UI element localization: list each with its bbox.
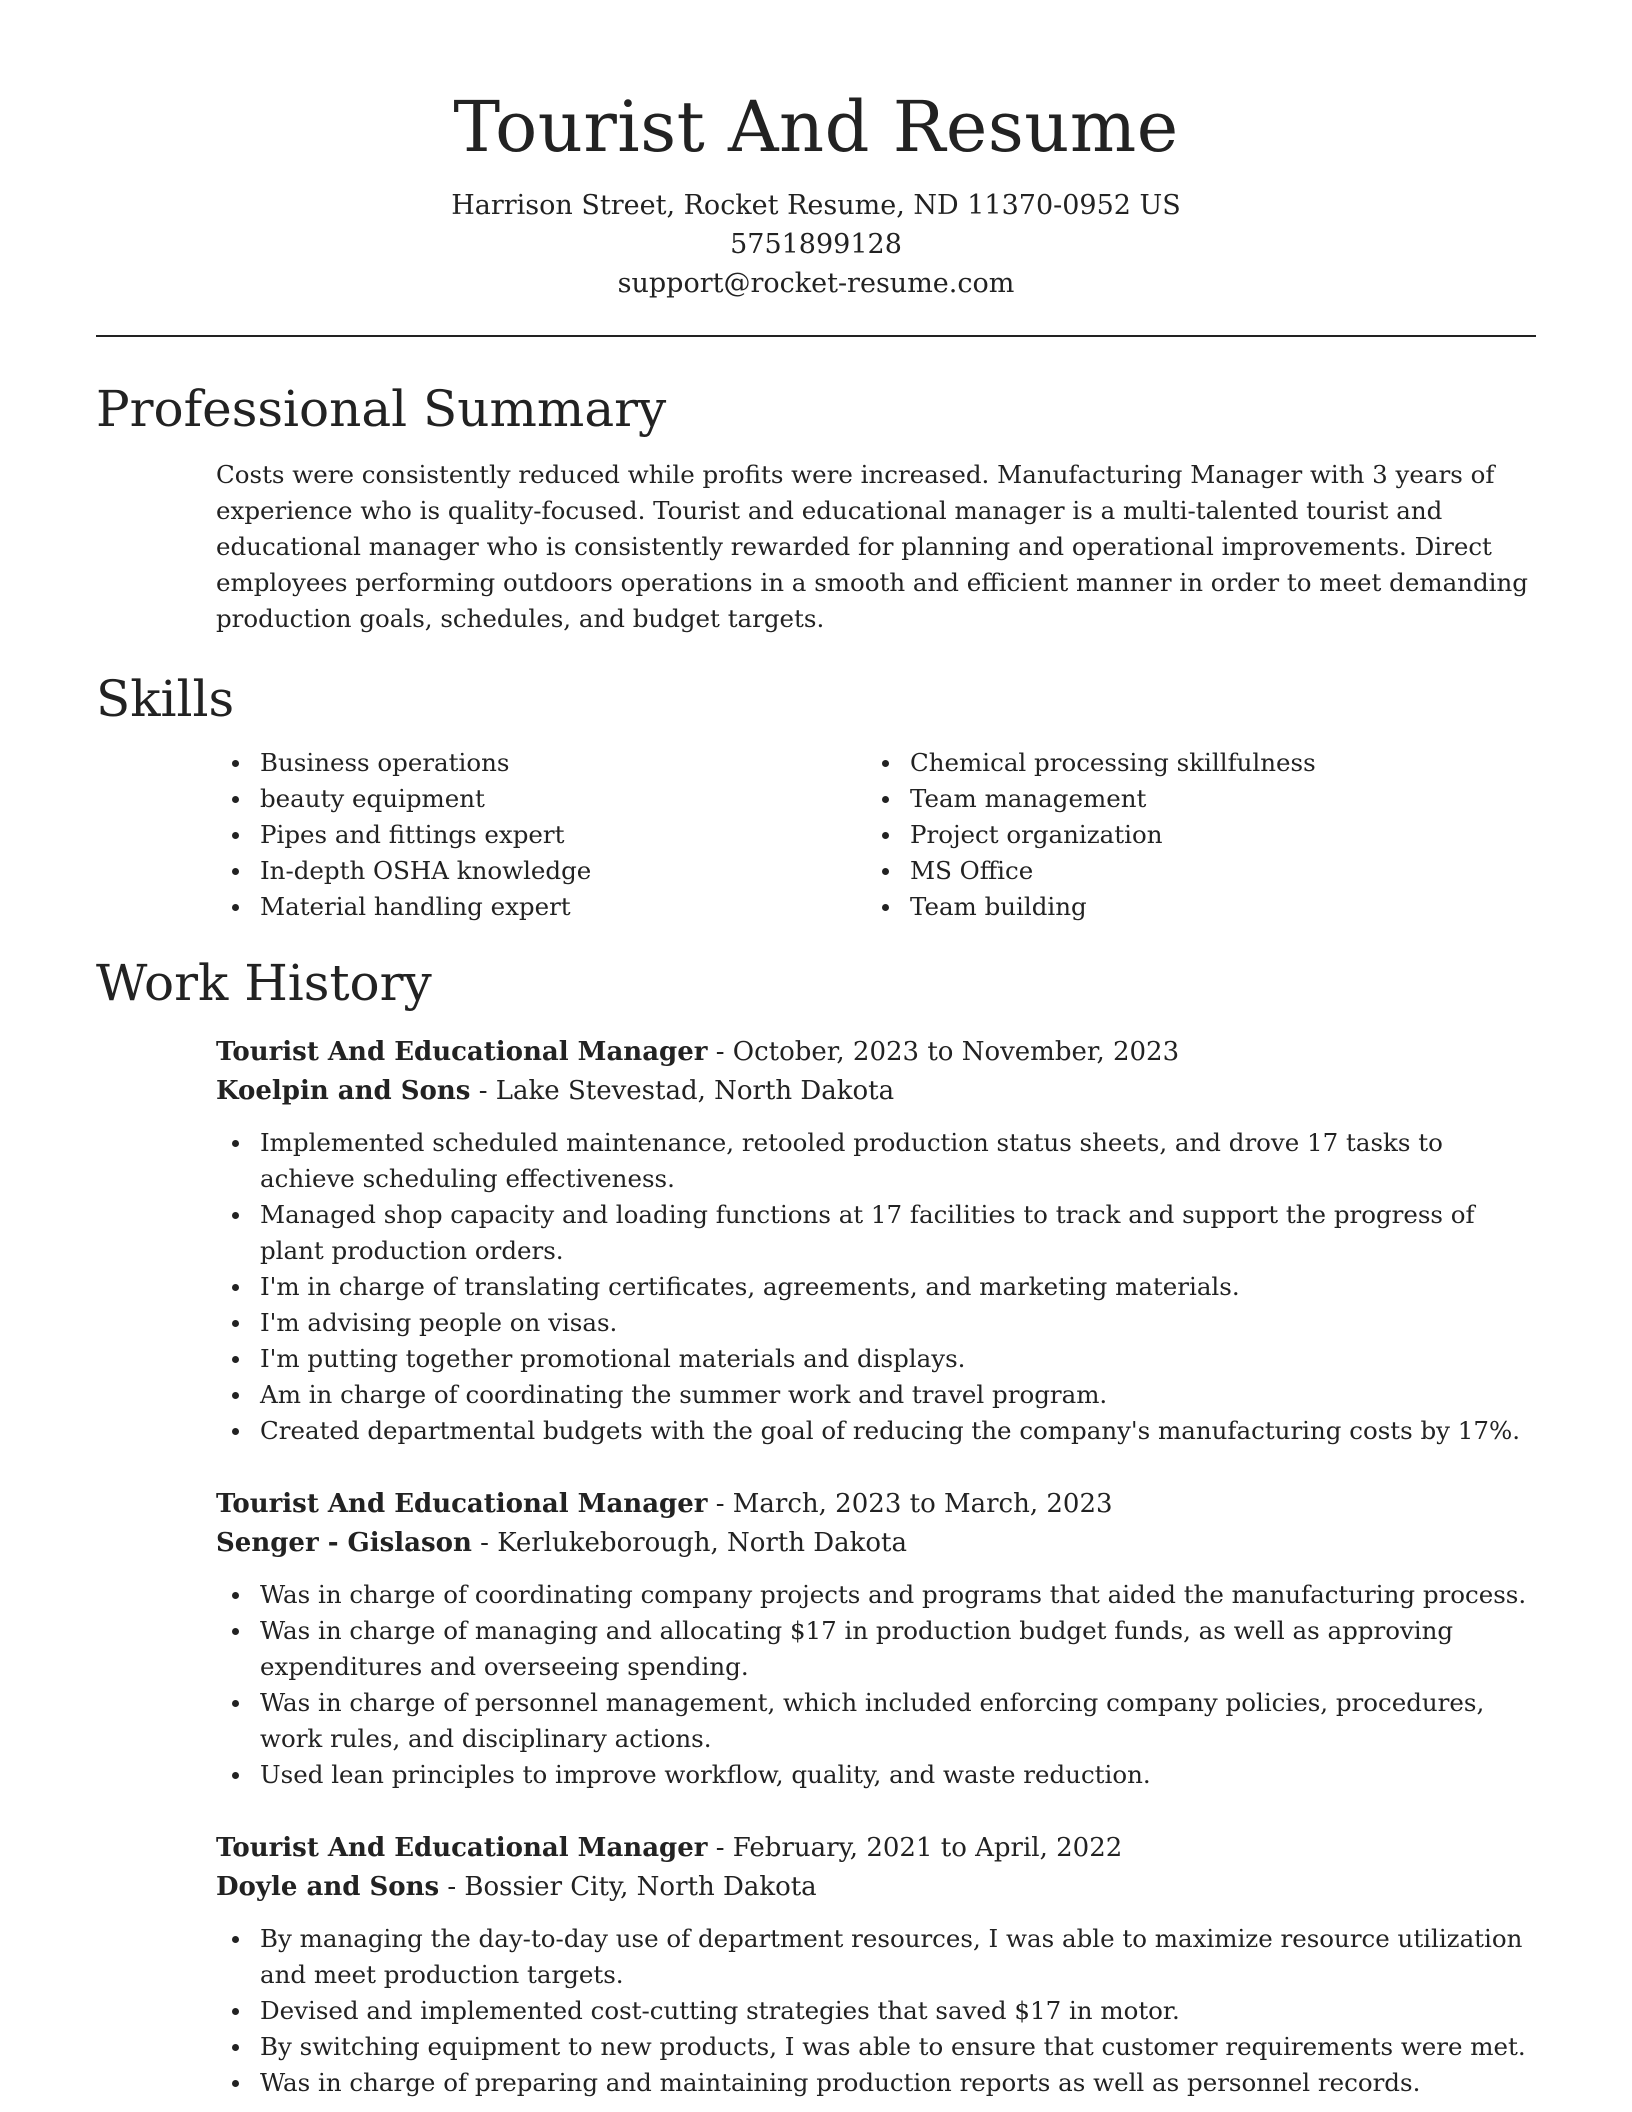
resume-header [96, 0, 1536, 303]
skills-heading: Skills [96, 670, 235, 728]
job-bullet: Managed shop capacity and loading functions at 17 facilities to track and support the progress of plant production orders. [216, 1197, 1536, 1269]
skill-item: Chemical processing skillfulness [866, 745, 1516, 781]
job-title: Tourist And Educational Manager [216, 1489, 708, 1519]
work-history-section [96, 951, 1536, 2101]
job-bullet: Implemented scheduled maintenance, retooled production status sheets, and drove 17 tasks to achieve scheduling effectiveness. [216, 1125, 1536, 1197]
summary-heading: Professional Summary [96, 380, 667, 438]
contact-phone: 5751899128 [730, 229, 902, 260]
header-divider [96, 335, 1536, 337]
skills-column-left [216, 745, 866, 925]
contact-address: Harrison Street, Rocket Resume, ND 11370-0952 US [451, 190, 1181, 221]
job-dates: - October, 2023 to November, 2023 [707, 1037, 1180, 1067]
skills-section [96, 667, 1536, 925]
candidate-name: Tourist And Resume [453, 86, 1179, 168]
job-company-line [216, 1868, 1536, 1907]
job-location: - Bossier City, North Dakota [439, 1872, 817, 1902]
job-bullet: Created departmental budgets with the goal of reducing the company's manufacturing costs by 17%. [216, 1413, 1536, 1449]
job-bullet: By switching equipment to new products, I was able to ensure that customer requirements were met. [216, 2029, 1536, 2065]
skill-item: Team management [866, 781, 1516, 817]
job-bullet: Was in charge of managing and allocating $17 in production budget funds, as well as approving expenditures and overseeing spending. [216, 1613, 1536, 1685]
job-bullet-list [216, 1577, 1536, 1793]
job-location: - Lake Stevestad, North Dakota [470, 1076, 895, 1106]
job-dates: - March, 2023 to March, 2023 [707, 1489, 1113, 1519]
job-entry [216, 1829, 1536, 2101]
skill-item: In-depth OSHA knowledge [216, 853, 866, 889]
job-bullet: I'm in charge of translating certificates, agreements, and marketing materials. [216, 1269, 1536, 1305]
skill-item: Team building [866, 889, 1516, 925]
job-bullet: Was in charge of preparing and maintaining production reports as well as personnel records. [216, 2065, 1536, 2101]
job-entry [216, 1033, 1536, 1449]
summary-section [96, 377, 1536, 637]
job-title: Tourist And Educational Manager [216, 1833, 708, 1863]
job-bullet: Am in charge of coordinating the summer work and travel program. [216, 1377, 1536, 1413]
contact-email: support@rocket-resume.com [617, 268, 1015, 299]
job-bullet: Devised and implemented cost-cutting strategies that saved $17 in motor. [216, 1993, 1536, 2029]
job-bullet: I'm putting together promotional materials and displays. [216, 1341, 1536, 1377]
skills-grid [216, 745, 1536, 925]
job-bullet: Was in charge of coordinating company projects and programs that aided the manufacturing process. [216, 1577, 1536, 1613]
skill-item: MS Office [866, 853, 1516, 889]
skill-item: Business operations [216, 745, 866, 781]
job-company: Doyle and Sons [216, 1872, 440, 1902]
job-company-line [216, 1524, 1536, 1563]
job-bullet: I'm advising people on visas. [216, 1305, 1536, 1341]
job-location: - Kerlukeborough, North Dakota [471, 1528, 907, 1558]
job-company-line [216, 1072, 1536, 1111]
skills-column-right [866, 745, 1516, 925]
work-history-heading: Work History [96, 954, 432, 1012]
summary-text: Costs were consistently reduced while profits were increased. Manufacturing Manager with 3 years of experience who is quality-focused. Tourist and educational manager is a multi-talented tourist and educational manager who is consistently rewarded for planning and operational improvements. Direct employees performing outdoors operations in a smooth and efficient manner in order to meet demanding production goals, schedules, and budget targets. [216, 460, 1528, 633]
skill-item: beauty equipment [216, 781, 866, 817]
job-company: Senger - Gislason [216, 1528, 472, 1558]
job-bullet-list [216, 1125, 1536, 1449]
skill-item: Project organization [866, 817, 1516, 853]
job-bullet: By managing the day-to-day use of department resources, I was able to maximize resource utilization and meet production targets. [216, 1921, 1536, 1993]
job-title-line [216, 1829, 1536, 1868]
job-company: Koelpin and Sons [216, 1076, 471, 1106]
job-title-line [216, 1485, 1536, 1524]
job-entry [216, 1485, 1536, 1793]
job-dates: - February, 2021 to April, 2022 [707, 1833, 1123, 1863]
job-bullet-list [216, 1921, 1536, 2101]
skill-item: Pipes and fittings expert [216, 817, 866, 853]
job-title-line [216, 1033, 1536, 1072]
job-bullet: Was in charge of personnel management, which included enforcing company policies, procedures, work rules, and disciplinary actions. [216, 1685, 1536, 1757]
skill-item: Material handling expert [216, 889, 866, 925]
contact-block [96, 186, 1536, 303]
job-title: Tourist And Educational Manager [216, 1037, 708, 1067]
job-bullet: Used lean principles to improve workflow, quality, and waste reduction. [216, 1757, 1536, 1793]
